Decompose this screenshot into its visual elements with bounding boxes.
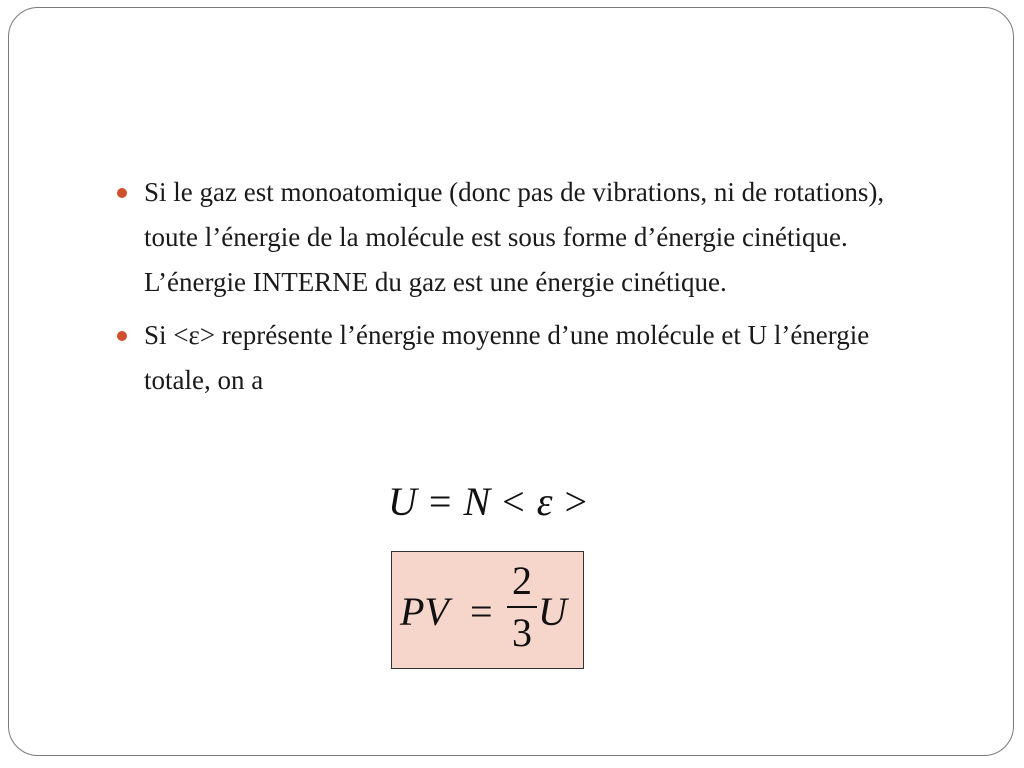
- bullet-dot-icon: [117, 331, 127, 341]
- bullet-list: [117, 170, 917, 411]
- bullet-dot-icon: [117, 188, 127, 198]
- fraction-denominator: 3: [512, 610, 532, 655]
- fraction-bar: [507, 606, 537, 608]
- bullet-item-2: [117, 313, 917, 403]
- formula-box-equals: =: [470, 589, 493, 634]
- fraction-numerator: 2: [512, 558, 532, 603]
- formula-equals: =: [428, 479, 452, 524]
- formula-lt: <: [502, 479, 525, 524]
- formula-gt: >: [564, 479, 588, 524]
- formula-pv: PV: [400, 589, 449, 634]
- bullet-text-1: Si le gaz est monoatomique (donc pas de vibrations, ni de rotations), toute l’énergie de la molécule est sous forme d’énergie cinétique. L’énergie INTERNE du gaz est une énergie cinétique.: [144, 177, 885, 297]
- formula-u: U: [388, 479, 417, 524]
- bullet-item-1: [117, 170, 917, 305]
- formula-epsilon: ε: [536, 479, 553, 524]
- formula-box-u: U: [538, 589, 567, 634]
- bullet-text-2: Si <ε> représente l’énergie moyenne d’une molécule et U l’énergie totale, on a: [144, 320, 870, 395]
- fraction: [507, 558, 537, 656]
- pv-formula-box: [391, 551, 584, 669]
- internal-energy-formula: [388, 478, 599, 525]
- formula-n: N: [463, 479, 491, 524]
